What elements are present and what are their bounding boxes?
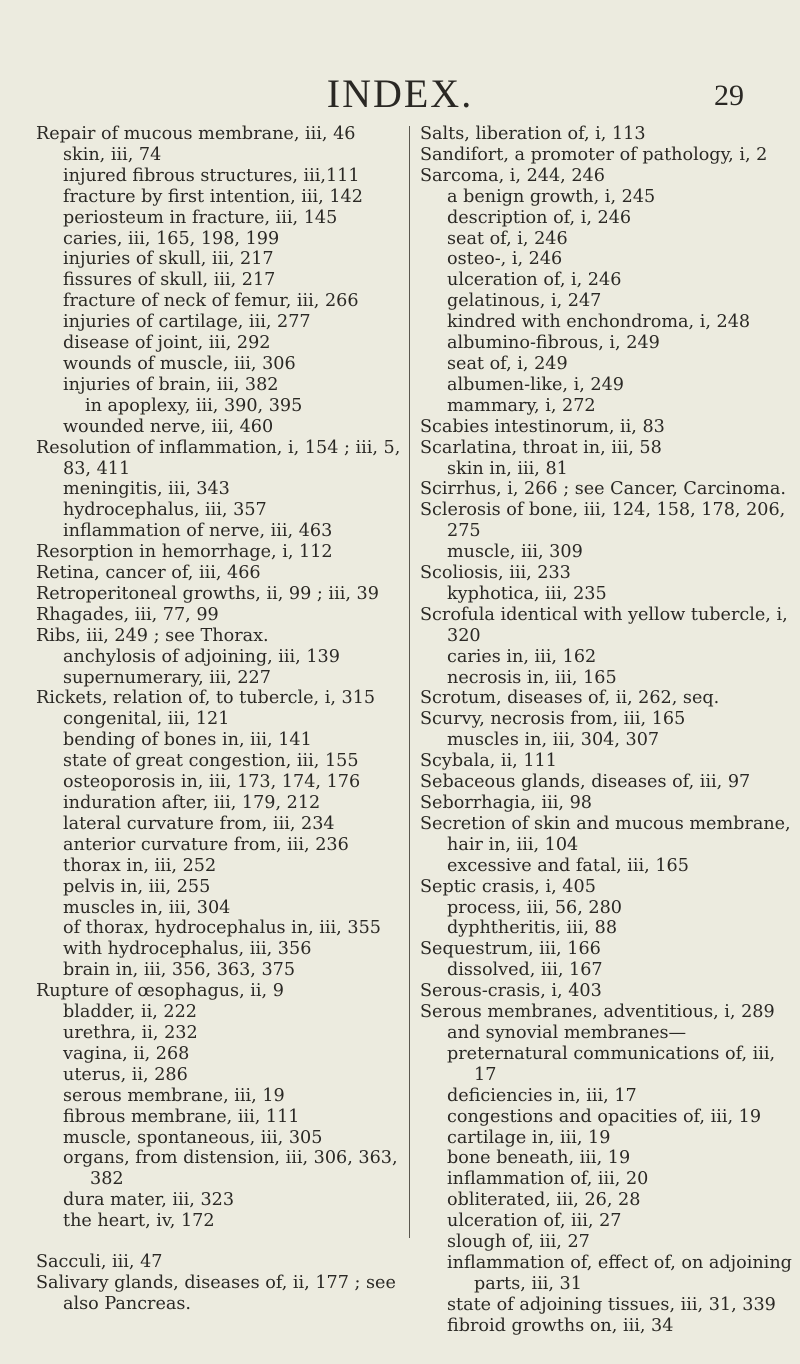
index-entry: Retina, cancer of, iii, 466 <box>36 563 261 584</box>
index-subentry: disease of joint, iii, 292 <box>63 333 271 354</box>
index-subentry: a benign growth, i, 245 <box>447 186 656 207</box>
index-subentry: skin, iii, 74 <box>63 144 162 165</box>
index-column-right <box>420 124 792 1337</box>
index-entry: Scybala, ii, 111 <box>420 751 557 772</box>
index-subentry: congenital, iii, 121 <box>63 709 230 730</box>
index-subentry: supernumerary, iii, 227 <box>63 667 271 688</box>
index-entry: Salivary glands, diseases of, ii, 177 ; see also Pancreas. <box>36 1272 396 1314</box>
index-subentry: urethra, ii, 232 <box>63 1022 198 1043</box>
index-subentry: inflammation of, effect of, on adjoining parts, iii, 31 <box>447 1252 792 1294</box>
index-subentry: fibrous membrane, iii, 111 <box>63 1106 300 1127</box>
index-subentry: bone beneath, iii, 19 <box>447 1148 631 1169</box>
index-subentry: osteoporosis in, iii, 173, 174, 176 <box>63 772 361 793</box>
index-subentry: caries in, iii, 162 <box>447 646 597 667</box>
index-subentry: gelatinous, i, 247 <box>447 291 602 312</box>
index-subentry: deficiencies in, iii, 17 <box>447 1085 637 1106</box>
index-subentry: injuries of cartilage, iii, 277 <box>63 312 311 333</box>
index-subentry: excessive and fatal, iii, 165 <box>447 855 689 876</box>
index-subentry: injuries of skull, iii, 217 <box>63 249 274 270</box>
column-divider <box>409 126 410 1238</box>
index-subentry: albumino-fibrous, i, 249 <box>447 333 660 354</box>
index-subentry: congestions and opacities of, iii, 19 <box>447 1106 762 1127</box>
index-entry: Ribs, iii, 249 ; see Thorax. <box>36 625 269 646</box>
index-subentry: in apoplexy, iii, 390, 395 <box>85 395 303 416</box>
index-subentry: anterior curvature from, iii, 236 <box>63 834 349 855</box>
index-subentry: inflammation of, iii, 20 <box>447 1169 649 1190</box>
index-entry: Salts, liberation of, i, 113 <box>420 124 646 144</box>
index-subentry: caries, iii, 165, 198, 199 <box>63 228 280 249</box>
page-title: INDEX. <box>326 71 474 116</box>
index-subentry: kindred with enchondroma, i, 248 <box>447 312 751 333</box>
index-subentry: fissures of skull, iii, 217 <box>63 270 276 291</box>
index-subentry: bending of bones in, iii, 141 <box>63 730 312 751</box>
index-subentry: cartilage in, iii, 19 <box>447 1127 611 1148</box>
index-subentry: hydrocephalus, iii, 357 <box>63 500 267 521</box>
index-subentry: injured fibrous structures, iii,111 <box>63 165 360 186</box>
index-subentry: of thorax, hydrocephalus in, iii, 355 <box>63 918 381 939</box>
index-subentry: slough of, iii, 27 <box>447 1232 590 1253</box>
entry-gap <box>36 1232 402 1252</box>
index-subentry: fibroid growths on, iii, 34 <box>447 1315 674 1336</box>
index-subentry: with hydrocephalus, iii, 356 <box>63 939 312 960</box>
index-entry: Sandifort, a promoter of pathology, i, 2 <box>420 144 768 165</box>
index-entry: Serous-crasis, i, 403 <box>420 981 602 1002</box>
index-subentry: seat of, i, 246 <box>447 228 568 249</box>
index-entry: Sebaceous glands, diseases of, iii, 97 <box>420 772 751 793</box>
index-subentry: vagina, ii, 268 <box>63 1043 190 1064</box>
index-entry: Rhagades, iii, 77, 99 <box>36 604 219 625</box>
index-subentry: muscle, iii, 309 <box>447 542 583 563</box>
index-column-left <box>36 124 402 1315</box>
index-entry: Rupture of œsophagus, ii, 9 <box>36 981 284 1002</box>
index-subentry: uterus, ii, 286 <box>63 1064 188 1085</box>
index-subentry: ulceration of, iii, 27 <box>447 1211 622 1232</box>
index-subentry: brain in, iii, 356, 363, 375 <box>63 960 296 981</box>
index-subentry: dissolved, iii, 167 <box>447 960 603 981</box>
index-subentry: pelvis in, iii, 255 <box>63 876 211 897</box>
index-subentry: albumen-like, i, 249 <box>447 374 624 395</box>
index-subentry: thorax in, iii, 252 <box>63 855 217 876</box>
page-header <box>0 62 800 116</box>
index-subentry: meningitis, iii, 343 <box>63 479 230 500</box>
index-entry: Repair of mucous membrane, iii, 46 <box>36 124 356 144</box>
index-entry: Sacculi, iii, 47 <box>36 1252 163 1273</box>
index-entry: Sarcoma, i, 244, 246 <box>420 165 605 186</box>
index-subentry: necrosis in, iii, 165 <box>447 667 617 688</box>
index-subentry: ulceration of, i, 246 <box>447 270 622 291</box>
index-subentry: lateral curvature from, iii, 234 <box>63 813 335 834</box>
index-entry: Retroperitoneal growths, ii, 99 ; iii, 39 <box>36 583 379 604</box>
index-subentry: state of adjoining tissues, iii, 31, 339 <box>447 1294 776 1315</box>
index-entry: Scrofula identical with yellow tubercle, i, 320 <box>420 604 788 646</box>
index-subentry: bladder, ii, 222 <box>63 1002 197 1023</box>
index-entry: Scoliosis, iii, 233 <box>420 563 571 584</box>
index-subentry: wounds of muscle, iii, 306 <box>63 353 296 374</box>
index-subentry: injuries of brain, iii, 382 <box>63 374 279 395</box>
index-entry: Sclerosis of bone, iii, 124, 158, 178, 206, 275 <box>420 500 786 542</box>
index-subentry: serous membrane, iii, 19 <box>63 1085 285 1106</box>
index-subentry: mammary, i, 272 <box>447 395 596 416</box>
index-subentry: muscle, spontaneous, iii, 305 <box>63 1127 323 1148</box>
index-subentry: process, iii, 56, 280 <box>447 897 622 918</box>
index-subentry: periosteum in fracture, iii, 145 <box>63 207 338 228</box>
index-subentry: osteo-, i, 246 <box>447 249 563 270</box>
index-entry: Serous membranes, adventitious, i, 289 <box>420 1002 775 1023</box>
index-subentry: obliterated, iii, 26, 28 <box>447 1190 641 1211</box>
index-subentry: inflammation of nerve, iii, 463 <box>63 521 333 542</box>
index-subentry: and synovial membranes— <box>447 1022 687 1043</box>
index-subentry: muscles in, iii, 304, 307 <box>447 730 660 751</box>
page-number: 29 <box>714 79 744 112</box>
index-entry: Seborrhagia, iii, 98 <box>420 793 592 813</box>
index-entry: Scirrhus, i, 266 ; see Cancer, Carcinoma. <box>420 479 786 500</box>
index-subentry: state of great congestion, iii, 155 <box>63 751 359 772</box>
index-subentry: skin in, iii, 81 <box>447 458 568 479</box>
index-entry: Septic crasis, i, 405 <box>420 876 596 897</box>
index-entry: Scarlatina, throat in, iii, 58 <box>420 437 662 458</box>
index-subentry: preternatural communications of, iii, 17 <box>447 1043 776 1085</box>
index-entry: Resolution of inflammation, i, 154 ; iii, 5, 83, 411 <box>36 437 401 479</box>
index-entry: Scrotum, diseases of, ii, 262, seq. <box>420 688 720 709</box>
index-entry: Sequestrum, iii, 166 <box>420 939 601 960</box>
index-entry: Secretion of skin and mucous membrane, <box>420 813 791 834</box>
index-subentry: hair in, iii, 104 <box>447 834 579 855</box>
index-subentry: kyphotica, iii, 235 <box>447 583 607 604</box>
index-subentry: wounded nerve, iii, 460 <box>63 416 274 437</box>
index-entry: Scurvy, necrosis from, iii, 165 <box>420 709 686 730</box>
index-entry: Scabies intestinorum, ii, 83 <box>420 416 665 437</box>
index-entry: Resorption in hemorrhage, i, 112 <box>36 542 333 563</box>
index-subentry: seat of, i, 249 <box>447 353 568 374</box>
index-subentry: dyphtheritis, iii, 88 <box>447 918 618 939</box>
index-subentry: description of, i, 246 <box>447 207 632 228</box>
index-subentry: dura mater, iii, 323 <box>63 1190 235 1211</box>
index-subentry: anchylosis of adjoining, iii, 139 <box>63 646 340 667</box>
index-subentry: the heart, iv, 172 <box>63 1211 215 1232</box>
index-subentry: induration after, iii, 179, 212 <box>63 793 321 813</box>
index-subentry: fracture of neck of femur, iii, 266 <box>63 291 359 312</box>
index-subentry: fracture by first intention, iii, 142 <box>63 186 363 207</box>
index-entry: Rickets, relation of, to tubercle, i, 315 <box>36 688 376 709</box>
index-subentry: organs, from distension, iii, 306, 363, 382 <box>63 1148 398 1190</box>
index-subentry: muscles in, iii, 304 <box>63 897 231 918</box>
